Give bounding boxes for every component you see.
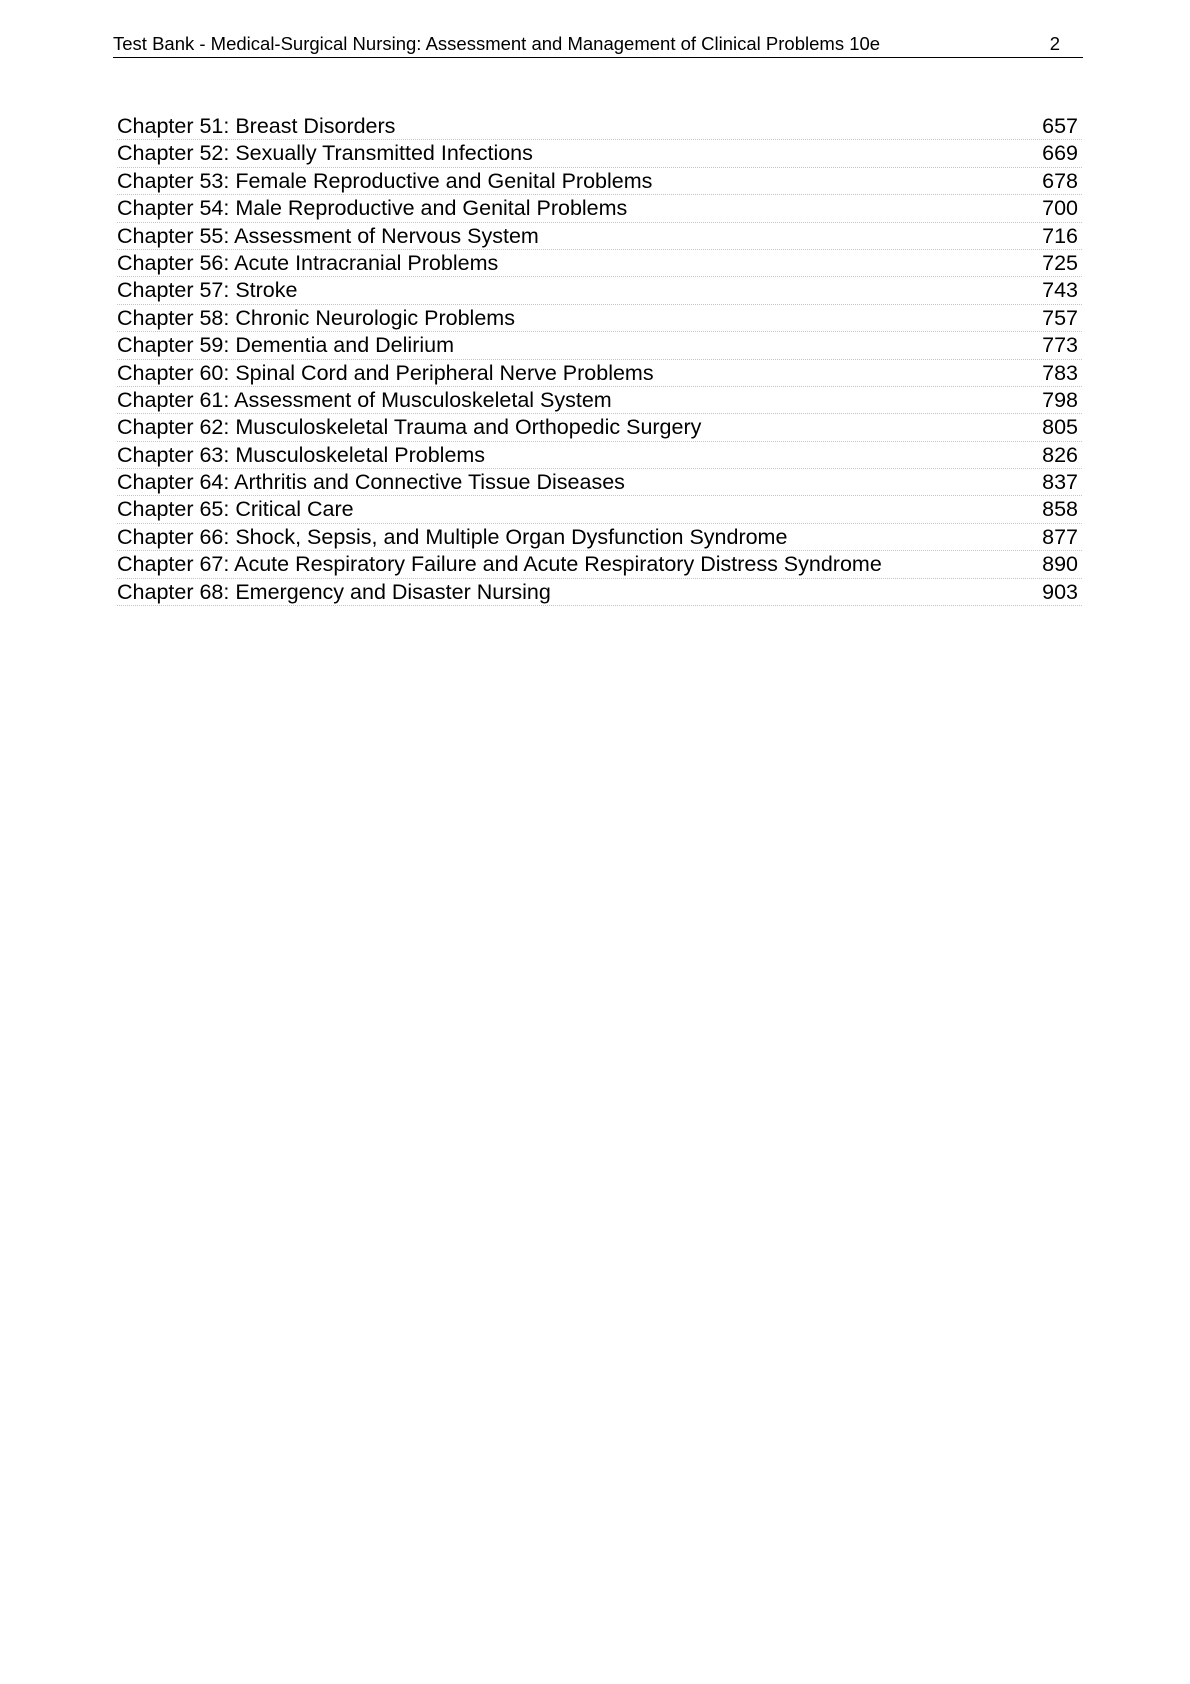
toc-entry-page: 826	[1042, 442, 1078, 467]
header-title: Test Bank - Medical-Surgical Nursing: Assessment and Management of Clinical Problems 10e	[113, 33, 881, 54]
toc-entry-page: 903	[1042, 579, 1078, 604]
toc-entry-page: 773	[1042, 333, 1078, 358]
toc-entry[interactable]	[117, 168, 1082, 195]
toc-entry-page: 678	[1042, 168, 1078, 193]
toc-entry[interactable]	[117, 496, 1082, 523]
toc-entry-page: 700	[1042, 196, 1078, 221]
toc-entry[interactable]	[117, 223, 1082, 250]
toc-entry[interactable]	[117, 469, 1082, 496]
toc-entry[interactable]	[117, 579, 1082, 606]
toc-entry[interactable]	[117, 195, 1082, 222]
toc-entry-title: Chapter 55: Assessment of Nervous System	[117, 223, 539, 248]
toc-entry[interactable]	[117, 551, 1082, 578]
toc-entry-title: Chapter 61: Assessment of Musculoskeletal System	[117, 387, 612, 412]
toc-entry[interactable]	[117, 360, 1082, 387]
toc-entry-page: 890	[1042, 552, 1078, 577]
toc-entry-page: 757	[1042, 305, 1078, 330]
toc-entry-page: 858	[1042, 497, 1078, 522]
toc-entry-title: Chapter 51: Breast Disorders	[117, 114, 396, 138]
toc-entry-title: Chapter 53: Female Reproductive and Genital Problems	[117, 168, 653, 193]
toc-entry[interactable]	[117, 277, 1082, 304]
toc-entry-title: Chapter 57: Stroke	[117, 278, 298, 303]
toc-entry-title: Chapter 66: Shock, Sepsis, and Multiple Organ Dysfunction Syndrome	[117, 524, 788, 549]
toc-entry-title: Chapter 59: Dementia and Delirium	[117, 333, 454, 358]
toc-entry[interactable]	[117, 305, 1082, 332]
toc-entry-title: Chapter 67: Acute Respiratory Failure and Acute Respiratory Distress Syndrome	[117, 552, 882, 577]
toc-entry[interactable]	[117, 113, 1082, 140]
page-header	[113, 33, 1083, 58]
toc-entry-title: Chapter 60: Spinal Cord and Peripheral Nerve Problems	[117, 360, 654, 385]
toc-entry[interactable]	[117, 250, 1082, 277]
toc-entry-title: Chapter 54: Male Reproductive and Genital Problems	[117, 196, 628, 221]
toc-entry-title: Chapter 58: Chronic Neurologic Problems	[117, 305, 515, 330]
toc-entry[interactable]	[117, 524, 1082, 551]
toc-entry-page: 805	[1042, 415, 1078, 440]
toc-entry-title: Chapter 56: Acute Intracranial Problems	[117, 250, 499, 275]
toc-entry-title: Chapter 68: Emergency and Disaster Nursing	[117, 579, 551, 604]
toc-entry-page: 783	[1042, 360, 1078, 385]
toc-entry-title: Chapter 65: Critical Care	[117, 497, 354, 522]
toc-entry-page: 877	[1042, 524, 1078, 549]
toc-entry-title: Chapter 63: Musculoskeletal Problems	[117, 442, 486, 467]
toc-entry-page: 716	[1042, 223, 1078, 248]
toc-entry[interactable]	[117, 332, 1082, 359]
toc-entry[interactable]	[117, 442, 1082, 469]
toc-entry-page: 798	[1042, 387, 1078, 412]
toc-entry[interactable]	[117, 387, 1082, 414]
toc-entry-title: Chapter 62: Musculoskeletal Trauma and Orthopedic Surgery	[117, 415, 702, 440]
toc-entry-page: 657	[1042, 114, 1078, 138]
toc-entry-page: 837	[1042, 470, 1078, 495]
toc-entry-page: 669	[1042, 141, 1078, 166]
toc-entry-page: 725	[1042, 250, 1078, 275]
toc-entry[interactable]	[117, 140, 1082, 167]
header-page-number: 2	[1049, 33, 1060, 54]
toc-entry-title: Chapter 64: Arthritis and Connective Tissue Diseases	[117, 470, 625, 495]
toc-entry[interactable]	[117, 414, 1082, 441]
toc-entry-page: 743	[1042, 278, 1078, 303]
toc-entry-title: Chapter 52: Sexually Transmitted Infections	[117, 141, 533, 166]
table-of-contents	[117, 113, 1082, 606]
